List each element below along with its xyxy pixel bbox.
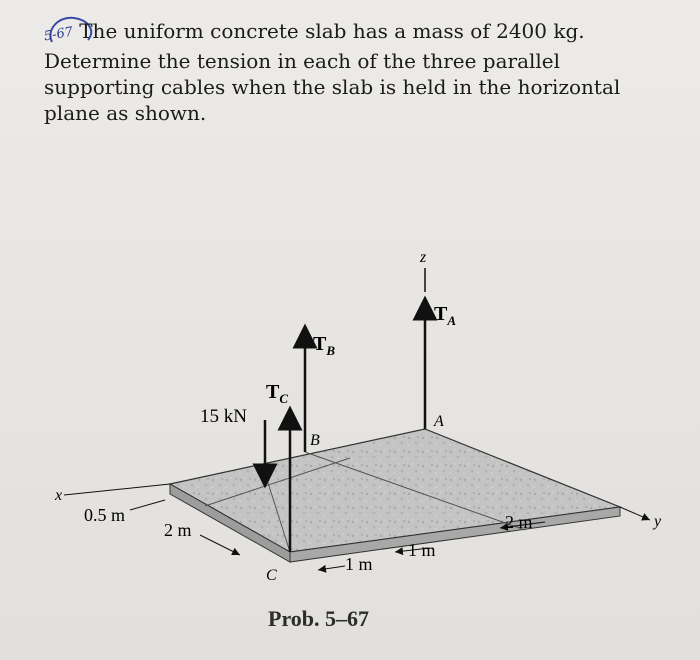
dim-line-front [200, 535, 240, 555]
tension-c-label: $T_C$ [266, 381, 289, 406]
dim-line-left [130, 500, 165, 510]
dim-1m-b-label: 1 m [408, 540, 436, 560]
dim-line-1m-a [318, 566, 345, 570]
tension-b-label: $T_B$ [313, 333, 336, 358]
problem-line-3: supporting cables when the slab is held in the horizontal [44, 75, 621, 99]
problem-line-4: plane as shown. [44, 101, 207, 125]
dim-1m-a-label: 1 m [345, 554, 373, 574]
problem-text-1: The uniform concrete slab has a mass of 2400 kg. [79, 19, 585, 43]
point-b-label: B [310, 432, 320, 449]
axis-x-label: x [55, 487, 63, 504]
dim-left-label: 0.5 m [84, 505, 126, 525]
y-axis [620, 507, 650, 520]
x-axis [64, 484, 170, 495]
problem-line-2: Determine the tension in each of the three parallel [44, 49, 561, 73]
axis-y-label: y [654, 513, 662, 530]
figure-caption: Prob. 5–67 [268, 606, 370, 631]
point-a-label: A [434, 413, 444, 430]
point-c-label: C [266, 567, 277, 584]
slab-top [170, 429, 620, 552]
dim-front-label: 2 m [164, 520, 192, 540]
dim-right-label: 2 m [505, 512, 533, 532]
axis-z-label: z [420, 249, 427, 266]
problem-number: 5-67 [42, 24, 75, 45]
force-label: 15 kN [200, 406, 247, 427]
tension-a-label: $T_A$ [434, 303, 457, 328]
